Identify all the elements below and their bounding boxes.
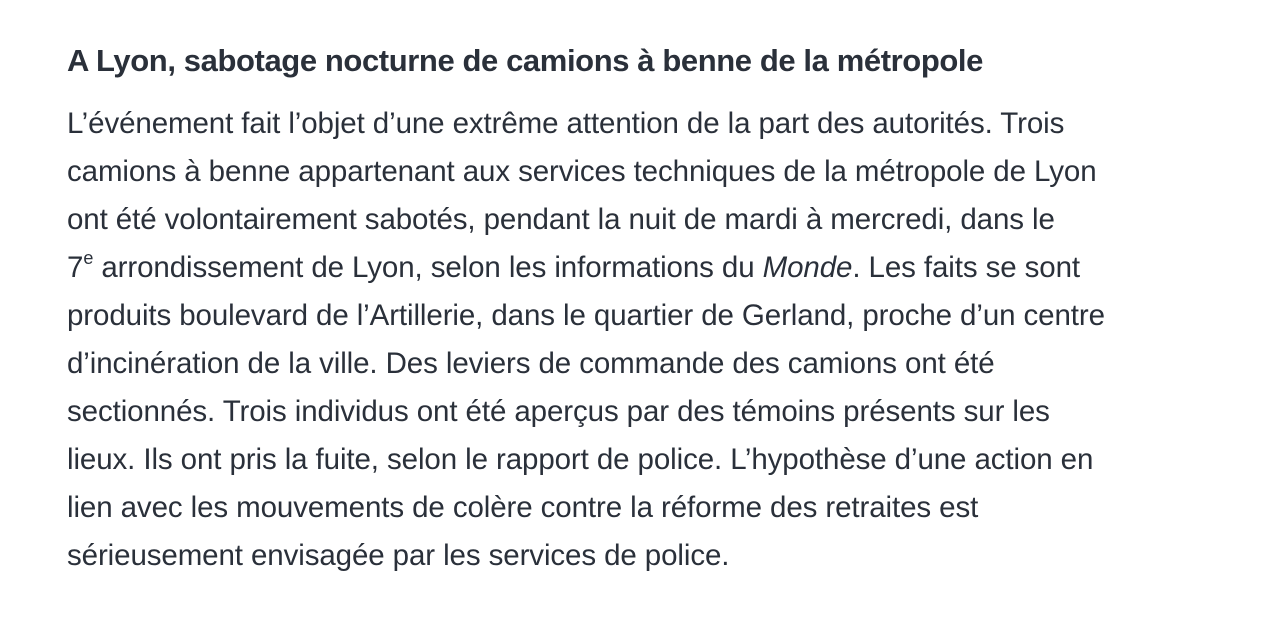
newspaper-name: Monde: [762, 251, 853, 284]
paragraph-line: d’incinération de la ville. Des leviers de commande des camions ont été: [67, 347, 995, 380]
paragraph-line: ont été volontairement sabotés, pendant la nuit de mardi à mercredi, dans le: [67, 203, 1055, 236]
paragraph-line: lien avec les mouvements de colère contre la réforme des retraites est: [67, 491, 979, 524]
paragraph-line: sérieusement envisagée par les services de police.: [67, 539, 730, 572]
article-headline: A Lyon, sabotage nocturne de camions à benne de la métropole: [67, 43, 983, 78]
article-block: [67, 40, 1237, 580]
line-text: arrondissement de Lyon, selon les informations du: [93, 251, 763, 284]
article-paragraph: [67, 100, 1237, 580]
arrondissement-number: 7: [67, 251, 84, 284]
paragraph-line: camions à benne appartenant aux services techniques de la métropole de Lyon: [67, 155, 1097, 188]
paragraph-line: [67, 244, 1237, 292]
paragraph-line: produits boulevard de l’Artillerie, dans le quartier de Gerland, proche d’un centre: [67, 299, 1105, 332]
line-text: . Les faits se sont: [852, 251, 1081, 284]
ordinal-superscript: e: [83, 248, 94, 269]
paragraph-line: sectionnés. Trois individus ont été aperçus par des témoins présents sur les: [67, 395, 1050, 428]
paragraph-line: L’événement fait l’objet d’une extrême attention de la part des autorités. Trois: [67, 107, 1065, 140]
paragraph-line: lieux. Ils ont pris la fuite, selon le rapport de police. L’hypothèse d’une action en: [67, 443, 1094, 476]
